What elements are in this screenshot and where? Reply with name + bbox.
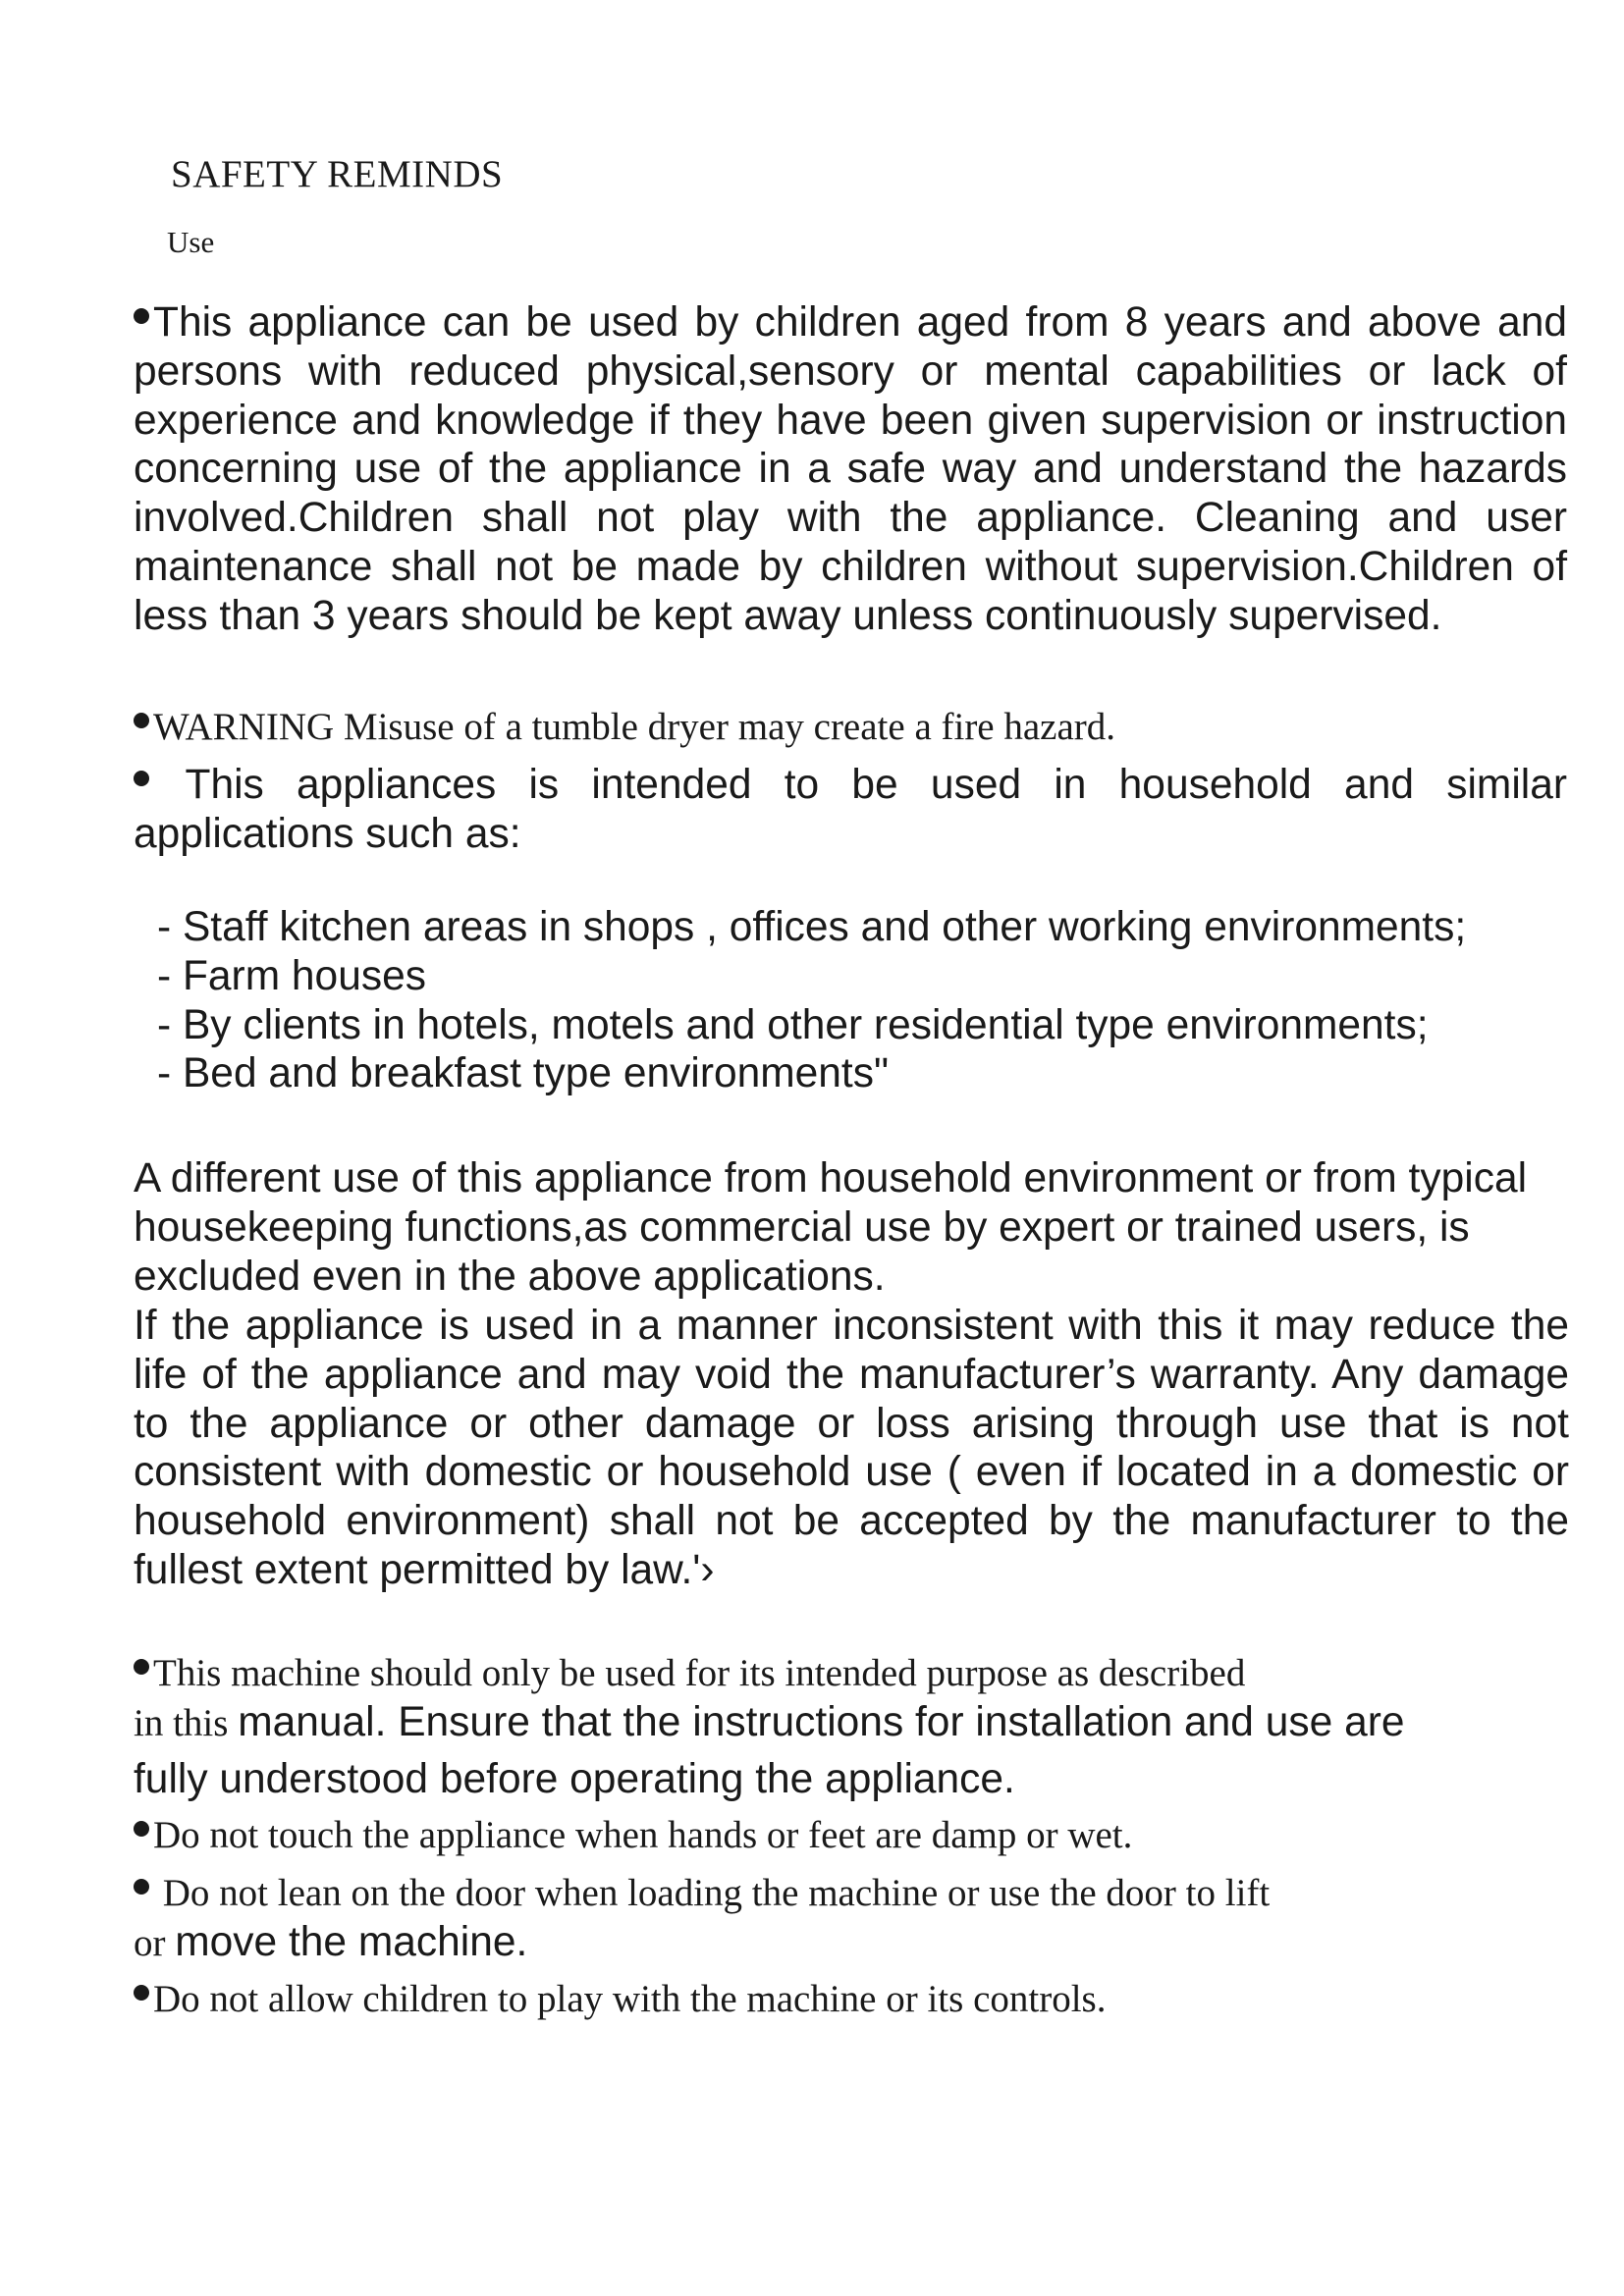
warning-text: Misuse of a tumble dryer may create a fire hazard. bbox=[334, 706, 1116, 748]
bullet-warning bbox=[134, 703, 1567, 752]
bullet-household-text: This appliances is intended to be used in household and similar applications such as: bbox=[134, 762, 1567, 857]
door-line-2-end: move the machine. bbox=[175, 1919, 528, 1965]
bullet-household-paragraph bbox=[134, 761, 1567, 859]
bullet-children-paragraph bbox=[134, 298, 1567, 641]
list-item: - Staff kitchen areas in shops , offices and other working environments; bbox=[157, 904, 1467, 950]
bullet-damp bbox=[134, 1811, 1567, 1860]
intended-purpose-line-3: fully understood before operating the appliance. bbox=[134, 1756, 1015, 1802]
bullet-icon bbox=[134, 771, 149, 786]
different-use-paragraph: A different use of this appliance from household environment or from typical housekeeping functions,as commercial use by expert or trained users, is excluded even in the above applications. bbox=[134, 1155, 1528, 1300]
applications-list bbox=[157, 903, 1571, 1098]
page-title: SAFETY REMINDS bbox=[171, 153, 504, 195]
list-item: - By clients in hotels, motels and other residential type environments; bbox=[157, 1001, 1429, 1048]
bullet-icon bbox=[134, 1659, 149, 1675]
list-item: - Bed and breakfast type environments" bbox=[157, 1050, 890, 1097]
bullet-icon bbox=[134, 1985, 149, 2001]
bullet-door bbox=[134, 1869, 1567, 1976]
intended-purpose-line-1: This machine should only be used for its intended purpose as described bbox=[153, 1652, 1246, 1694]
bullet-icon bbox=[134, 308, 149, 324]
controls-text: Do not allow children to play with the machine or its controls. bbox=[153, 1978, 1107, 2020]
section-subtitle: Use bbox=[167, 225, 215, 259]
list-item: - Farm houses bbox=[157, 952, 426, 999]
intended-purpose-line-2-start: in this bbox=[134, 1702, 239, 1744]
bullet-intended-purpose bbox=[134, 1649, 1567, 1803]
bullet-controls bbox=[134, 1975, 1567, 2024]
door-line-2-start: or bbox=[134, 1922, 176, 1964]
bullet-icon bbox=[134, 713, 149, 728]
door-line-1: Do not lean on the door when loading the machine or use the door to lift bbox=[162, 1872, 1271, 1914]
bullet-children-text: This appliance can be used by children aged from 8 years and above and persons with reduced physical,sensory or mental capabilities or lack of experience and knowledge if they have been given supervision or instruction concerning use of the appliance in a safe way and understand the hazards involved.Children shall not play with the appliance. Cleaning and user maintenance shall not be made by children without supervision.Children of less than 3 years should be kept away unless continuously supervised. bbox=[134, 299, 1567, 639]
bullet-icon bbox=[134, 1821, 149, 1837]
bullet-icon bbox=[134, 1879, 149, 1895]
intended-purpose-line-2-end: manual. Ensure that the instructions for installation and use are bbox=[238, 1699, 1405, 1745]
warning-label: WARNING bbox=[153, 706, 335, 748]
warranty-paragraph: If the appliance is used in a manner inconsistent with this it may reduce the life of the appliance and may void the manufacturer’s warranty. Any damage to the appliance or other damage or loss arising through use that is not consistent with domestic or household use ( even if located in a domestic or household environment) shall not be accepted by the manufacturer to the fullest extent permitted by law.'› bbox=[134, 1303, 1569, 1593]
damp-text: Do not touch the appliance when hands or feet are damp or wet. bbox=[153, 1814, 1133, 1856]
